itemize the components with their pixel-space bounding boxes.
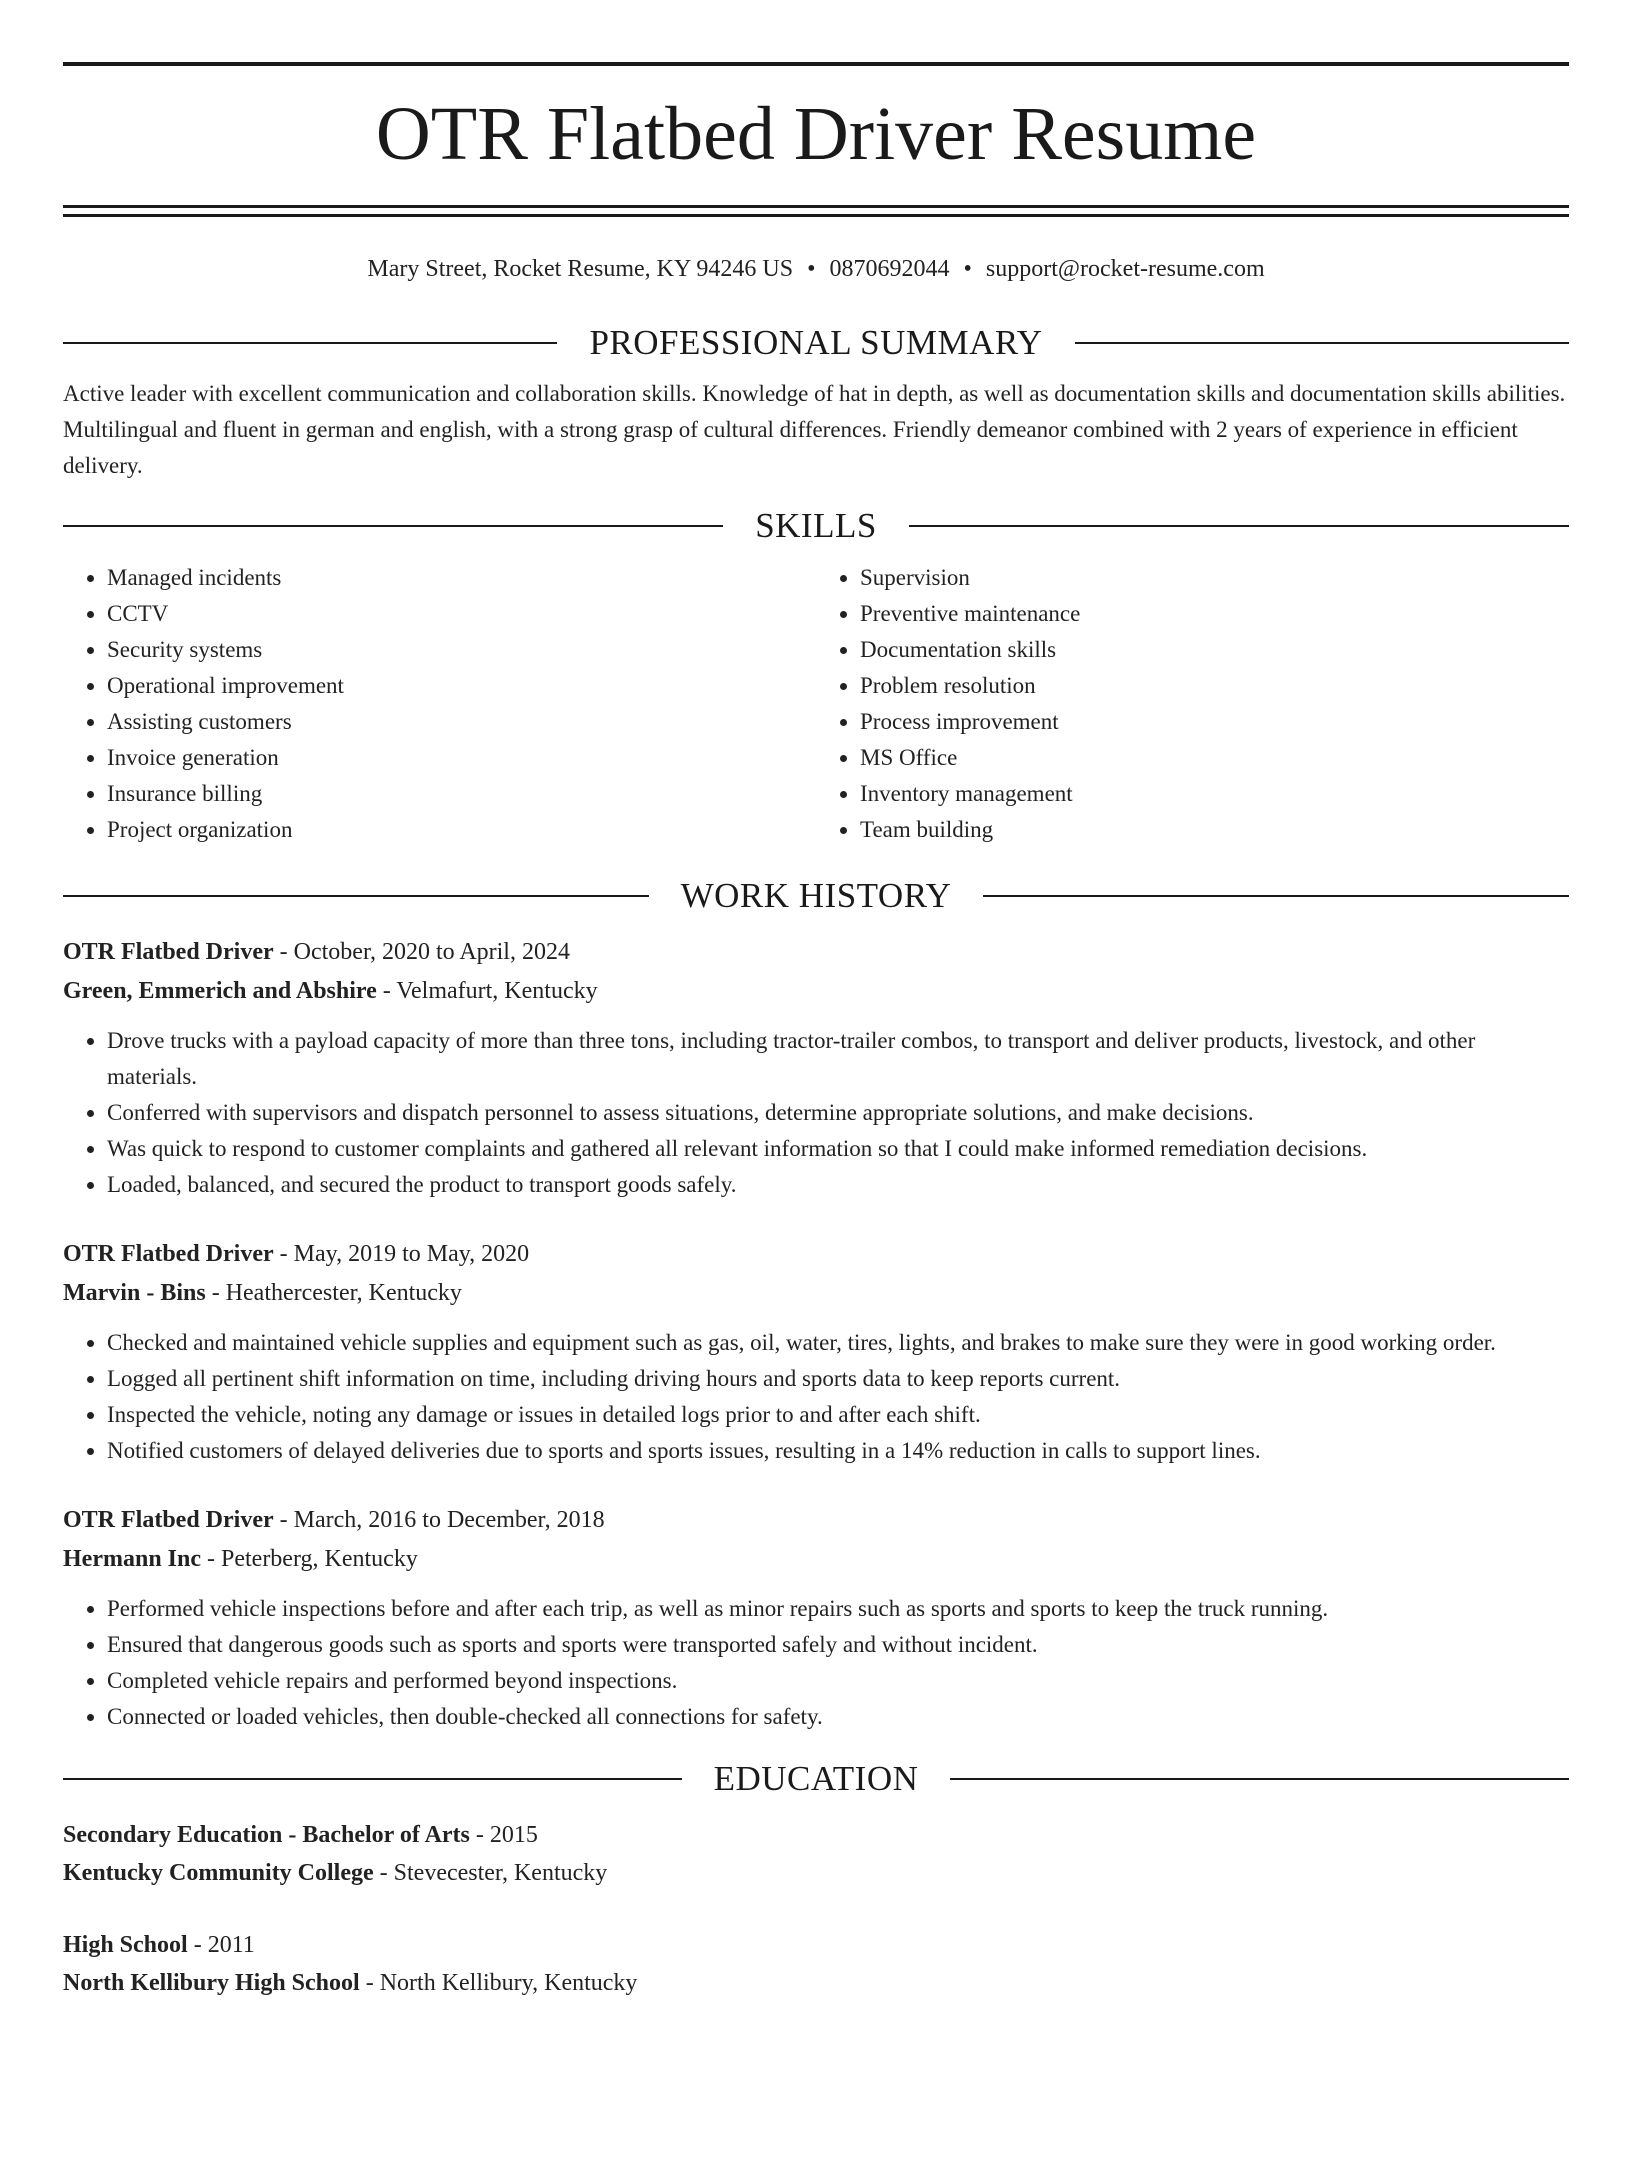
- education-school: North Kellibury High School: [63, 1970, 360, 1996]
- skill-item: • Preventive maintenance: [860, 596, 1569, 632]
- section-title: PROFESSIONAL SUMMARY: [589, 323, 1043, 362]
- skill-item: • Team building: [860, 812, 1569, 848]
- skill-item: • CCTV: [107, 596, 816, 632]
- education-degree-line: [63, 1816, 1569, 1854]
- education-entry: [63, 1926, 1569, 2002]
- section-header-work: [63, 876, 1569, 916]
- job-title: OTR Flatbed Driver: [63, 1241, 274, 1267]
- skills-list-left: [63, 560, 816, 848]
- education-year: - 2015: [469, 1822, 538, 1848]
- education-location: - Stevecester, Kentucky: [373, 1860, 608, 1886]
- job-bullet: • Ensured that dangerous goods such as sports and sports were transported safely and without incident.: [107, 1627, 1569, 1663]
- education-school-line: [63, 1964, 1569, 2002]
- skill-item: • Problem resolution: [860, 668, 1569, 704]
- title-double-rule: [63, 205, 1569, 217]
- education-entry: [63, 1816, 1569, 1892]
- job-employer: Hermann Inc: [63, 1546, 201, 1572]
- job-title-line: [63, 1501, 1569, 1540]
- section-rule: [909, 525, 1569, 527]
- job-bullet: • Notified customers of delayed deliveries due to sports and sports issues, resulting in a 14% reduction in calls to support lines.: [107, 1433, 1569, 1469]
- section-rule: [983, 895, 1569, 897]
- top-rule: [63, 62, 1569, 66]
- section-title: WORK HISTORY: [680, 876, 952, 915]
- job-bullet: • Logged all pertinent shift information on time, including driving hours and sports data to keep reports current.: [107, 1361, 1569, 1397]
- job-location: - Heathercester, Kentucky: [205, 1280, 462, 1306]
- job-bullet: • Drove trucks with a payload capacity of more than three tons, including tractor-trailer combos, to transport and deliver products, livestock, and other materials.: [107, 1023, 1569, 1095]
- education-degree: Secondary Education - Bachelor of Arts: [63, 1822, 470, 1848]
- job-bullets: [63, 1023, 1569, 1203]
- education-year: - 2011: [187, 1932, 255, 1958]
- job-entry: [63, 933, 1569, 1203]
- skill-item: • Process improvement: [860, 704, 1569, 740]
- section-rule: [63, 342, 557, 344]
- skill-item: • Security systems: [107, 632, 816, 668]
- skill-item: • Insurance billing: [107, 776, 816, 812]
- section-title: EDUCATION: [713, 1759, 919, 1798]
- job-title-line: [63, 1235, 1569, 1274]
- summary-text: Active leader with excellent communication and collaboration skills. Knowledge of hat in depth, as well as documentation skills and documentation skills abilities. Multilingual and fluent in german and english, with a strong grasp of cultural differences. Friendly demeanor combined with 2 years of experience in efficient delivery.: [63, 381, 1566, 478]
- skill-item: • Project organization: [107, 812, 816, 848]
- education-school-line: [63, 1854, 1569, 1892]
- education-location: - North Kellibury, Kentucky: [359, 1970, 638, 1996]
- education-school: Kentucky Community College: [63, 1860, 374, 1886]
- job-employer: Green, Emmerich and Abshire: [63, 978, 377, 1004]
- section-header-skills: [63, 506, 1569, 546]
- job-employer-line: [63, 1540, 1569, 1579]
- job-bullets: [63, 1591, 1569, 1735]
- job-bullet: • Inspected the vehicle, noting any damage or issues in detailed logs prior to and after each shift.: [107, 1397, 1569, 1433]
- job-employer: Marvin - Bins: [63, 1280, 206, 1306]
- job-dates: - May, 2019 to May, 2020: [273, 1241, 530, 1267]
- job-employer-line: [63, 972, 1569, 1011]
- skill-item: • Assisting customers: [107, 704, 816, 740]
- contact-address: Mary Street, Rocket Resume, KY 94246 US: [367, 256, 794, 282]
- skill-item: • Supervision: [860, 560, 1569, 596]
- page-title: OTR Flatbed Driver Resume: [375, 92, 1257, 176]
- section-rule: [1075, 342, 1569, 344]
- contact-separator: •: [963, 256, 972, 282]
- education-degree: High School: [63, 1932, 188, 1958]
- section-rule: [63, 525, 723, 527]
- job-title: OTR Flatbed Driver: [63, 939, 274, 965]
- job-bullet: • Conferred with supervisors and dispatch personnel to assess situations, determine appropriate solutions, and make decisions.: [107, 1095, 1569, 1131]
- job-bullet: • Loaded, balanced, and secured the product to transport goods safely.: [107, 1167, 1569, 1203]
- skills-columns: [63, 560, 1569, 848]
- job-location: - Velmafurt, Kentucky: [376, 978, 598, 1004]
- job-bullets: [63, 1325, 1569, 1469]
- job-bullet: • Completed vehicle repairs and performed beyond inspections.: [107, 1663, 1569, 1699]
- skill-item: • Operational improvement: [107, 668, 816, 704]
- education-degree-line: [63, 1926, 1569, 1964]
- skill-item: • Managed incidents: [107, 560, 816, 596]
- section-header-education: [63, 1759, 1569, 1799]
- skills-list-right: [816, 560, 1569, 848]
- section-header-summary: [63, 323, 1569, 363]
- job-employer-line: [63, 1274, 1569, 1313]
- job-bullet: • Checked and maintained vehicle supplies and equipment such as gas, oil, water, tires, lights, and brakes to make sure they were in good working order.: [107, 1325, 1569, 1361]
- job-bullet: • Connected or loaded vehicles, then double-checked all connections for safety.: [107, 1699, 1569, 1735]
- job-dates: - October, 2020 to April, 2024: [273, 939, 570, 965]
- section-rule: [63, 1778, 682, 1780]
- contact-line: [63, 255, 1569, 283]
- job-entry: [63, 1235, 1569, 1469]
- job-title-line: [63, 933, 1569, 972]
- section-title: SKILLS: [755, 506, 877, 545]
- skill-item: • Inventory management: [860, 776, 1569, 812]
- resume-page: [0, 62, 1632, 2174]
- skill-item: • Invoice generation: [107, 740, 816, 776]
- job-title: OTR Flatbed Driver: [63, 1507, 274, 1533]
- skill-item: • Documentation skills: [860, 632, 1569, 668]
- section-rule: [63, 895, 649, 897]
- job-bullet: • Performed vehicle inspections before and after each trip, as well as minor repairs such as sports and sports to keep the truck running.: [107, 1591, 1569, 1627]
- job-dates: - March, 2016 to December, 2018: [273, 1507, 605, 1533]
- contact-phone: 0870692044: [829, 256, 950, 282]
- job-location: - Peterberg, Kentucky: [201, 1546, 418, 1572]
- job-entry: [63, 1501, 1569, 1735]
- skill-item: • MS Office: [860, 740, 1569, 776]
- contact-separator: •: [807, 256, 816, 282]
- contact-email: support@rocket-resume.com: [985, 256, 1265, 282]
- section-rule: [950, 1778, 1569, 1780]
- job-bullet: • Was quick to respond to customer complaints and gathered all relevant information so that I could make informed remediation decisions.: [107, 1131, 1569, 1167]
